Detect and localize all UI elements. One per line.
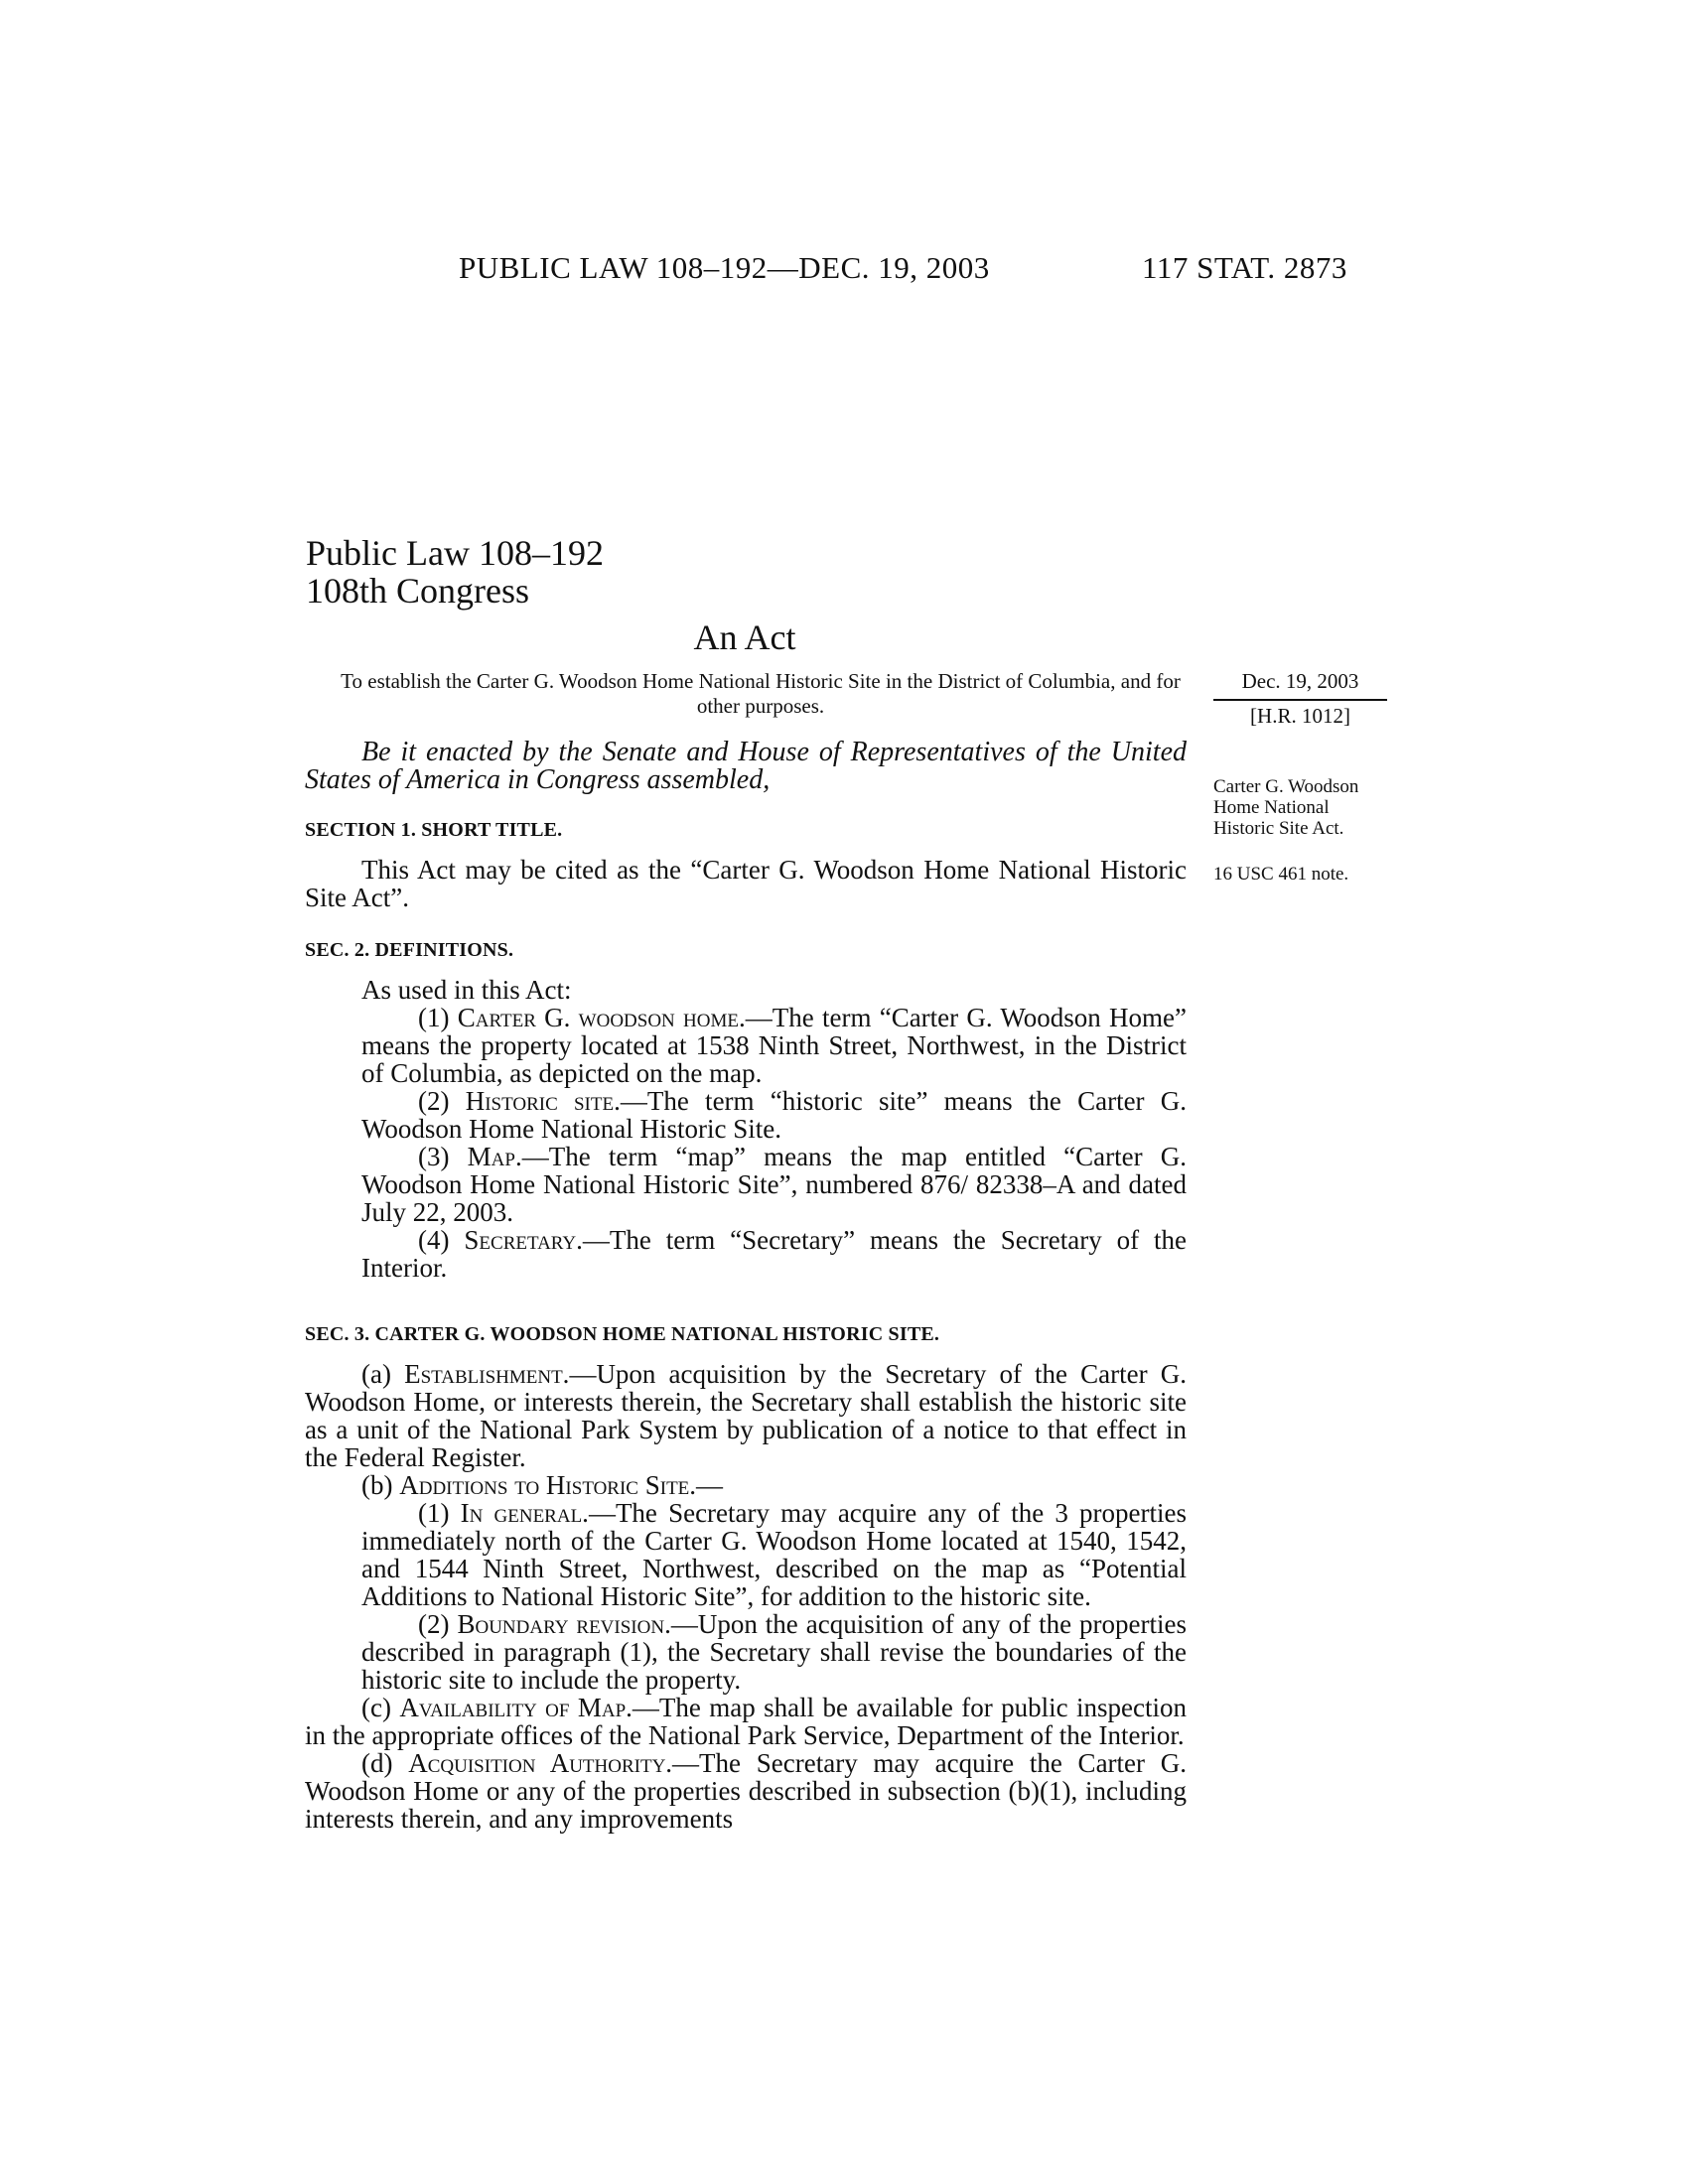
subsection-heading: Availability of Map. [399,1693,633,1722]
definition-number: (3) [418,1142,450,1171]
subsection-heading: Establishment. [404,1359,570,1389]
definition-heading: Map. [467,1142,522,1171]
definition-number: (1) [418,1003,450,1032]
definition-heading: Historic site. [465,1086,621,1116]
enacting-clause: Be it enacted by the Senate and House of Representatives of the United States of America in Congress assembled, [305,737,1187,795]
subsection-c [305,1694,1187,1749]
section-1 [305,816,1187,911]
subsection-heading: Acquisition Authority. [408,1748,673,1778]
running-head-right: 117 STAT. 2873 [1142,250,1347,285]
paragraph-b2 [305,1610,1187,1694]
subsection-text: — [696,1470,724,1500]
subsection-b [305,1471,1187,1499]
section-heading: SEC. 3. CARTER G. WOODSON HOME NATIONAL HISTORIC SITE. [305,1323,940,1345]
paragraph-b1 [305,1499,1187,1610]
section-3 [305,1320,1187,1833]
section-text: As used in this Act: [361,975,572,1005]
subsection-number: (d) [361,1748,393,1778]
subsection-d [305,1749,1187,1833]
purpose-statement: To establish the Carter G. Woodson Home National Historic Site in the District of Columbia, and for other purposes. [341,669,1181,718]
subsection-number: (a) [361,1359,391,1389]
definition-paragraph [305,1087,1187,1143]
subsection-a [305,1360,1187,1471]
margin-note-short-title: Carter G. Woodson Home National Historic Site Act. [1213,776,1359,839]
definition-paragraph [305,1143,1187,1226]
definition-heading: Secretary. [464,1225,583,1255]
subsection-text: —The map shall be available for public inspection in the appropriate offices of the National Park Service, Department of the Interior. [305,1693,1187,1750]
definition-heading: Carter G. woodson home. [457,1003,746,1032]
definition-paragraph [305,1004,1187,1087]
subsection-number: (c) [361,1693,391,1722]
definition-number: (2) [418,1086,450,1116]
definition-paragraph [305,1226,1187,1282]
enactment-date: Dec. 19, 2003 [1213,669,1387,701]
congress: 108th Congress [306,571,529,611]
running-head-left: PUBLIC LAW 108–192—DEC. 19, 2003 [459,250,990,285]
section-heading: SEC. 2. DEFINITIONS. [305,939,514,961]
paragraph-number: (2) [418,1609,450,1639]
paragraph-text: —The Secretary may acquire any of the 3 properties immediately north of the Carter G. Woodson Home located at 1540, 1542, and 1544 Ninth Street, Northwest, described on the map as “Potential Additions to National Historic Site”, for addition to the historic site. [361,1498,1188,1611]
an-act-heading: An Act [693,617,796,657]
law-number: Public Law 108–192 [306,533,604,573]
section-text: This Act may be cited as the “Carter G. Woodson Home National Historic Site Act”. [305,855,1187,912]
subsection-text: —Upon acquisition by the Secretary of the Carter G. Woodson Home, or interests therein, the Secretary shall establish the historic site as a unit of the National Park System by publication of a notice to that effect in the Federal Register. [305,1359,1187,1472]
section-heading: SECTION 1. SHORT TITLE. [305,819,563,841]
section-2 [305,936,1187,1282]
subsection-number: (b) [361,1470,393,1500]
definition-number: (4) [418,1225,450,1255]
paragraph-heading: In general. [460,1498,589,1528]
bill-number: [H.R. 1012] [1250,704,1350,728]
definition-text: —The term “Carter G. Woodson Home” means the property located at 1538 Ninth Street, Northwest, in the District of Columbia, as depicted on the map. [361,1003,1187,1088]
paragraph-text: —Upon the acquisition of any of the properties described in paragraph (1), the Secretary shall revise the boundaries of the historic site to include the property. [361,1609,1188,1695]
paragraph-heading: Boundary revision. [457,1609,671,1639]
subsection-text: —The Secretary may acquire the Carter G. Woodson Home or any of the properties described in subsection (b)(1), including interests therein, and any improvements [305,1748,1188,1834]
law-title [306,534,604,610]
definition-text: —The term “map” means the map entitled “Carter G. Woodson Home National Historic Site”, numbered 876/ 82338–A and dated July 22, 2003. [361,1142,1188,1227]
paragraph-number: (1) [418,1498,450,1528]
subsection-heading: Additions to Historic Site. [399,1470,697,1500]
definition-text: —The term “Secretary” means the Secretary of the Interior. [361,1225,1188,1283]
definition-text: —The term “historic site” means the Carter G. Woodson Home National Historic Site. [361,1086,1188,1144]
margin-note-usc: 16 USC 461 note. [1213,864,1349,885]
